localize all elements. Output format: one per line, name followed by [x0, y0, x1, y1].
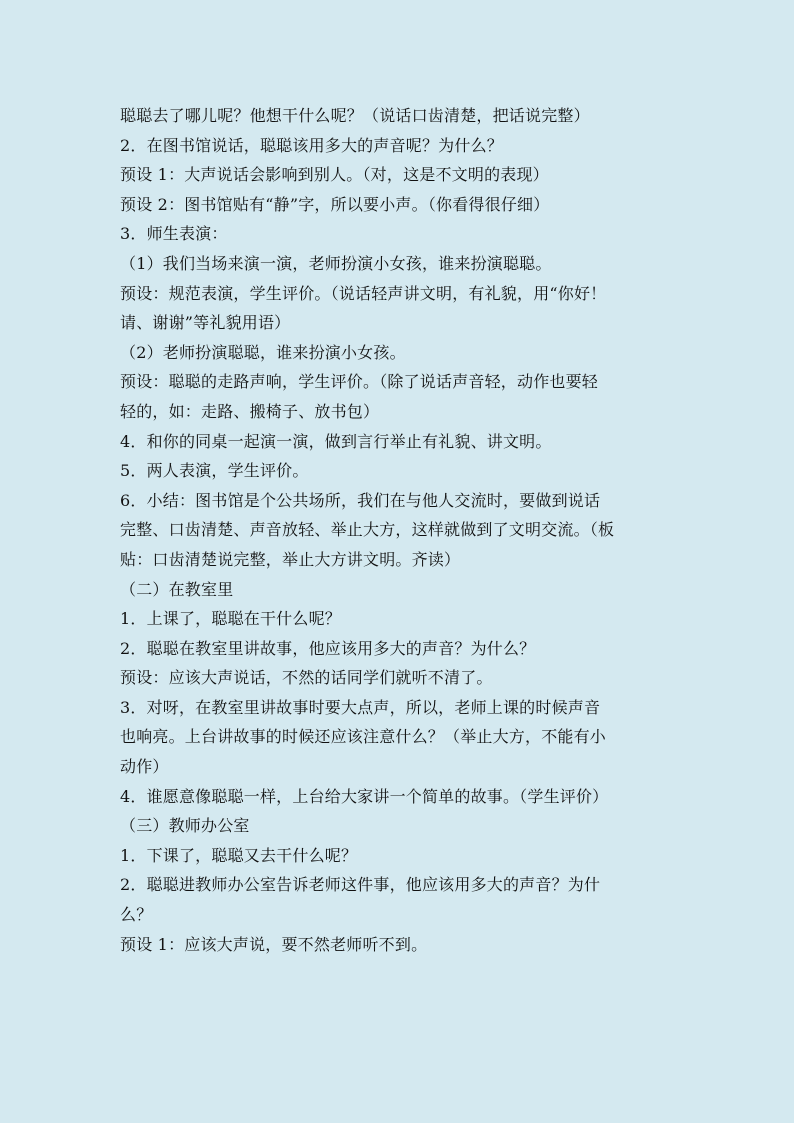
text-line: （2）老师扮演聪聪，谁来扮演小女孩。 — [120, 342, 406, 362]
text-line: 1．上课了，聪聪在干什么呢？ — [120, 609, 341, 629]
section-heading: （二）在教室里 — [120, 579, 234, 599]
text-line: 预设 1：应该大声说，要不然老师听不到。 — [120, 934, 428, 954]
text-line: 动作） — [120, 757, 169, 777]
text-line: 预设：规范表演，学生评价。（说话轻声讲文明，有礼貌，用“你好！ — [120, 283, 607, 303]
text-line: 1．下课了，聪聪又去干什么呢？ — [120, 845, 358, 865]
text-line: 3．师生表演： — [120, 224, 228, 244]
text-line: 聪聪去了哪儿呢？他想干什么呢？（说话口齿清楚，把话说完整） — [120, 106, 590, 125]
text-line: （1）我们当场来演一演，老师扮演小女孩，谁来扮演聪聪。 — [120, 253, 552, 273]
text-line: 4．谁愿意像聪聪一样，上台给大家讲一个简单的故事。（学生评价） — [120, 786, 609, 806]
text-line: 也响亮。上台讲故事的时候还应该注意什么？（举止大方，不能有小 — [120, 727, 607, 747]
text-line: 么？ — [120, 905, 153, 925]
text-line: 4．和你的同桌一起演一演，做到言行举止有礼貌、讲文明。 — [120, 431, 552, 451]
text-line: 贴：口齿清楚说完整，举止大方讲文明。齐读） — [120, 549, 461, 569]
text-line: 5．两人表演，学生评价。 — [120, 461, 309, 481]
text-line: 预设 1：大声说话会影响到别人。（对，这是不文明的表现） — [120, 165, 549, 185]
text-line: 预设：应该大声说话，不然的话同学们就听不清了。 — [120, 668, 493, 688]
text-line: 2．在图书馆说话，聪聪该用多大的声音呢？为什么？ — [120, 135, 503, 155]
text-line: 请、谢谢”等礼貌用语） — [120, 313, 291, 333]
text-line: 2．聪聪在教室里讲故事，他应该用多大的声音？为什么？ — [120, 638, 536, 658]
text-line: 6．小结：图书馆是个公共场所，我们在与他人交流时，要做到说话 — [120, 490, 601, 510]
text-line: 2．聪聪进教师办公室告诉老师这件事，他应该用多大的声音？为什 — [120, 875, 601, 895]
text-line: 轻的，如：走路、搬椅子、放书包） — [120, 401, 380, 421]
text-line: 预设：聪聪的走路声响，学生评价。（除了说话声音轻，动作也要轻 — [120, 372, 599, 392]
text-line: 预设 2：图书馆贴有“静”字，所以要小声。（你看得很仔细） — [120, 194, 550, 214]
document-body — [120, 101, 690, 959]
section-heading: （三）教师办公室 — [120, 816, 250, 836]
text-line: 3．对呀，在教室里讲故事时要大点声，所以，老师上课的时候声音 — [120, 697, 601, 717]
text-line: 完整、口齿清楚、声音放轻、举止大方，这样就做到了文明交流。（板 — [120, 520, 615, 540]
